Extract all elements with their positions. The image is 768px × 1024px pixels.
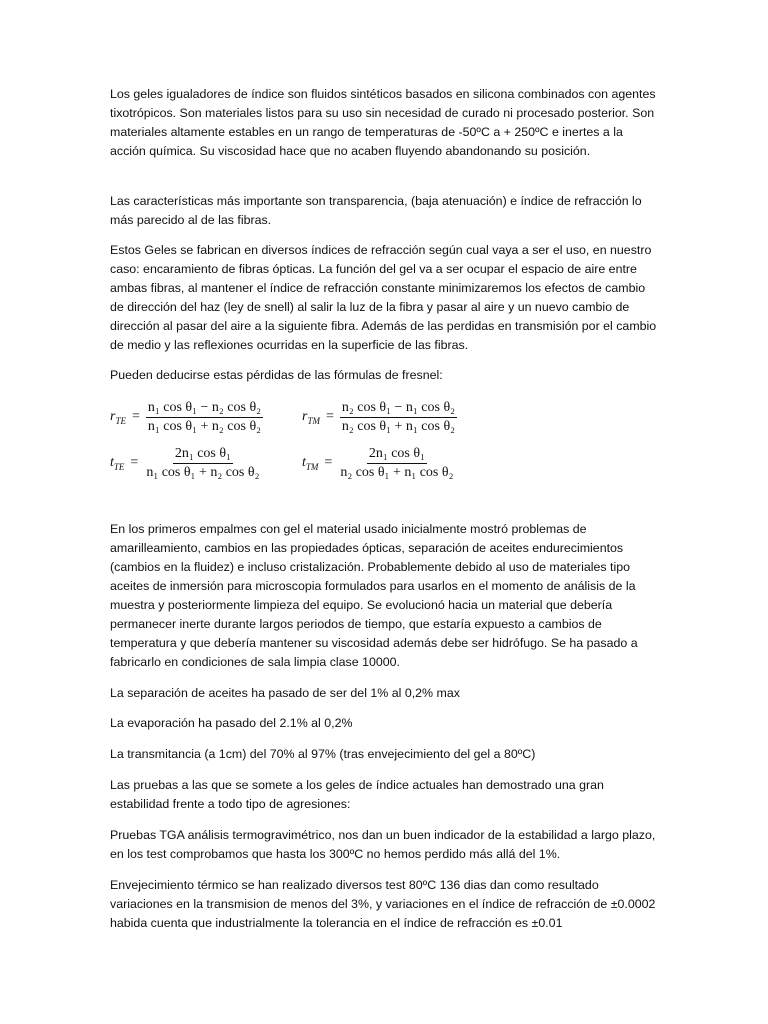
equation-r-te (110, 396, 263, 438)
denominator: n₂ cos θ₁ + n₁ cos θ₂ (341, 418, 456, 434)
numerator: 2n₁ cos θ₁ (173, 445, 233, 464)
paragraph-refraction-index: Estos Geles se fabrican en diversos índices de refracción según cual vaya a ser el uso, en nuestro caso: encaramiento de fibras ópticas. La función del gel va a ser ocupar el espacio de aire entre ambas fibras, al mantener el índice de refracción constante minimizaremos los efectos de cambio de dirección del haz (ley de snell) al salir la luz de la fibra y pasar al aire y un nuevo cambio de dirección al pasar del aire a la siguiente fibra. Además de las perdidas en transmisión por el cambio de medio y las reflexiones ocurridas en la superficie de las fibras. (110, 243, 657, 352)
paragraph-evaporation: La evaporación ha pasado del 2.1% al 0,2% (110, 716, 353, 730)
equals-sign: = (130, 455, 139, 470)
fraction (338, 445, 455, 482)
equals-sign: = (325, 409, 334, 424)
paragraph-characteristics: Las características más importante son transparencia, (baja atenuación) e índice de refracción lo más parecido al de las fibras. (110, 194, 642, 227)
equals-sign: = (324, 455, 333, 470)
equation-lhs: $r_{TM}$ (302, 408, 320, 426)
numerator: n₂ cos θ₁ − n₁ cos θ₂ (340, 399, 457, 418)
fraction (340, 399, 457, 436)
paragraph-tests-intro: Las pruebas a las que se somete a los geles de índice actuales han demostrado una gran estabilidad frente a todo tipo de agresiones: (110, 778, 604, 811)
equation-r-tm (302, 396, 457, 438)
paragraph-fresnel-intro: Pueden deducirse estas pérdidas de las fórmulas de fresnel: (110, 368, 443, 382)
equation-lhs: $r_{TE}$ (110, 408, 126, 426)
equation-t-te (110, 442, 261, 484)
denominator: n₁ cos θ₁ + n₂ cos θ₂ (147, 418, 262, 434)
paragraph-gel-history: En los primeros empalmes con gel el material usado inicialmente mostró problemas de amarilleamiento, cambios en las propiedades ópticas, separación de aceites endurecimientos (cambios en la fluidez) e incluso cristalización. Probablemente debido al uso de materiales tipo aceites de inmersión para microscopia formulados para usarlos en el momento de análisis de la muestra y posteriormente limpieza del equipo. Se evolucionó hacia un material que debería permanecer inerte durante largos periodos de tiempo, que estaría expuesto a cambios de temperatura y que debería mantener su viscosidad además debe ser hidrófugo. Se ha pasado a fabricarlo en condiciones de sala limpia clase 10000. (110, 522, 638, 669)
paragraph-transmittance: La transmitancia (a 1cm) del 70% al 97% (tras envejecimiento del gel a 80ºC) (110, 747, 536, 761)
denominator: n₁ cos θ₁ + n₂ cos θ₂ (146, 464, 260, 480)
fraction (146, 399, 263, 436)
equals-sign: = (131, 409, 140, 424)
denominator: n₂ cos θ₁ + n₁ cos θ₂ (340, 464, 454, 480)
paragraph-thermal-aging: Envejecimiento térmico se han realizado diversos test 80ºC 136 dias dan como resultado variaciones en la transmision de menos del 3%, y variaciones en el índice de refracción de ±0.0002 habida cuenta que industrialmente la tolerancia en el índice de refracción es ±0.01 (110, 878, 656, 930)
numerator: 2n₁ cos θ₁ (367, 445, 427, 464)
paragraph-intro: Los geles igualadores de índice son fluidos sintéticos basados en silicona combinados con agentes tixotrópicos. Son materiales listos para su uso sin necesidad de curado ni procesado posterior. Son materiales altamente estables en un rango de temperaturas de -50ºC a + 250ºC e inertes a la acción química. Su viscosidad hace que no acaben fluyendo abandonando su posición. (110, 87, 656, 158)
paragraph-oil-separation: La separación de aceites ha pasado de ser del 1% al 0,2% max (110, 686, 460, 700)
equation-t-tm (302, 442, 455, 484)
fraction (144, 445, 261, 482)
paragraph-tga-tests: Pruebas TGA análisis termogravimétrico, nos dan un buen indicador de la estabilidad a largo plazo, en los test comprobamos que hasta los 300ºC no hemos perdido más allá del 1%. (110, 828, 656, 861)
equation-lhs: $t_{TM}$ (302, 454, 319, 472)
fresnel-equations (108, 396, 468, 488)
equation-lhs: $t_{TE}$ (110, 454, 125, 472)
numerator: n₁ cos θ₁ − n₂ cos θ₂ (146, 399, 263, 418)
